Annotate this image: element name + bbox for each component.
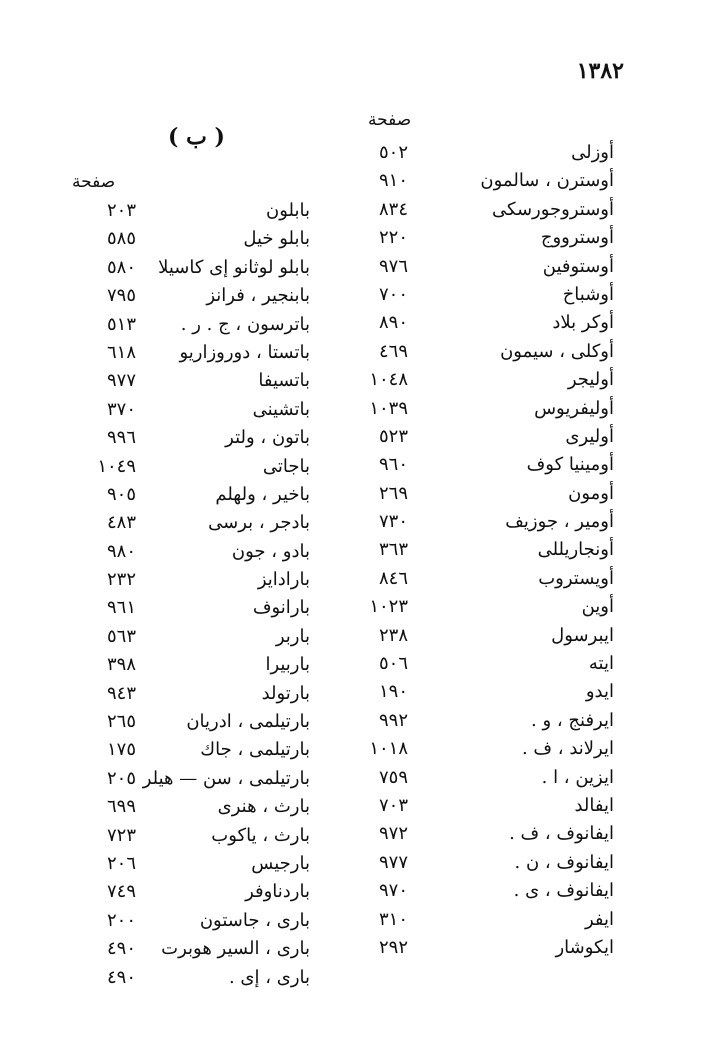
entry-page-number: ٧٠٠ — [378, 283, 408, 305]
index-entry — [370, 622, 614, 650]
index-entry — [70, 765, 310, 793]
index-entry — [70, 311, 310, 339]
entry-page-number: ٣٧٠ — [106, 398, 136, 420]
entry-name: بارتيلمى ، سن — هيلر — [142, 767, 310, 789]
index-entry — [70, 424, 310, 452]
entry-name: باتسيفا — [258, 370, 310, 392]
index-entry — [70, 907, 310, 935]
index-entry — [370, 565, 614, 593]
entry-name: ايته — [588, 653, 614, 675]
entry-page-number: ٥٨٠ — [106, 256, 136, 278]
entry-page-number: ٧٥٩ — [378, 766, 408, 788]
entry-name: ايرفنج ، و . — [531, 709, 614, 731]
index-entry — [70, 594, 310, 622]
index-entry — [70, 623, 310, 651]
entry-name: ايزين ، ا . — [541, 766, 614, 788]
index-entry — [70, 197, 310, 225]
entry-page-number: ٢٦٩ — [378, 482, 408, 504]
right-column-page-header: صفحة — [368, 110, 412, 130]
index-entry — [370, 196, 614, 224]
index-entry — [370, 253, 614, 281]
index-entry — [70, 651, 310, 679]
entry-page-number: ٩٧٦ — [378, 255, 408, 277]
entry-page-number: ٨٩٠ — [378, 312, 408, 334]
index-entry — [370, 707, 614, 735]
entry-page-number: ٩١٠ — [378, 170, 408, 192]
entry-page-number: ٩٩٦ — [106, 427, 136, 449]
entry-name: أوستوفين — [542, 255, 614, 277]
entry-page-number: ٢٦٥ — [106, 711, 136, 733]
entry-name: ايفالد — [574, 794, 614, 816]
entry-name: ايفانوف ، ن . — [514, 851, 614, 873]
index-entry — [70, 396, 310, 424]
entry-page-number: ٨٤٦ — [378, 567, 408, 589]
entry-page-number: ٤٩٠ — [106, 938, 136, 960]
entry-name: بابلون — [266, 200, 310, 221]
entry-name: بارجيس — [251, 852, 310, 874]
index-entry — [370, 906, 614, 934]
index-entry — [70, 481, 310, 509]
entry-page-number: ١٠٤٨ — [369, 369, 408, 391]
entry-page-number: ٩٧٧ — [378, 851, 408, 873]
index-entry — [70, 254, 310, 282]
entry-name: بارى ، السير هوبرت — [161, 938, 310, 960]
entry-page-number: ٨٣٤ — [378, 198, 408, 220]
index-entry — [370, 281, 614, 309]
index-entry — [70, 367, 310, 395]
entry-page-number: ٧٣٠ — [378, 511, 408, 533]
entry-name: أومون — [568, 482, 614, 504]
index-entry — [370, 735, 614, 763]
entry-page-number: ٩٠٥ — [106, 483, 136, 505]
index-entry — [370, 167, 614, 195]
entry-name: باردناوفر — [245, 881, 310, 903]
entry-page-number: ٧٩٥ — [106, 285, 136, 307]
entry-name: باتون ، ولتر — [225, 427, 310, 449]
entry-name: أومينيا كوف — [526, 454, 614, 476]
index-entry — [70, 566, 310, 594]
index-entry — [370, 650, 614, 678]
index-entry — [370, 593, 614, 621]
index-entry — [70, 453, 310, 481]
index-entry — [370, 423, 614, 451]
entry-page-number: ٥٨٥ — [106, 228, 136, 250]
index-entry — [370, 849, 614, 877]
entry-page-number: ٤٨٣ — [106, 512, 136, 534]
entry-page-number: ٧٠٣ — [378, 794, 408, 816]
entry-name: أوكلى ، سيمون — [500, 340, 614, 362]
entry-name: باربيرا — [265, 654, 310, 676]
right-index-column — [370, 139, 614, 962]
entry-name: باجاتى — [262, 455, 310, 477]
entry-page-number: ٩٧٧ — [106, 370, 136, 392]
index-entry — [70, 225, 310, 253]
entry-page-number: ٢٣٨ — [378, 624, 408, 646]
entry-page-number: ٢٠٠ — [106, 909, 136, 931]
entry-page-number: ١٧٥ — [106, 739, 136, 761]
entry-name: أومير ، جوزيف — [505, 511, 614, 533]
index-entry — [370, 480, 614, 508]
entry-page-number: ٩٤٣ — [106, 682, 136, 704]
entry-name: بابلو خيل — [243, 228, 310, 250]
entry-name: بادو ، جون — [231, 540, 310, 562]
entry-page-number: ٢٩٢ — [378, 936, 408, 958]
entry-page-number: ٢٢٠ — [378, 227, 408, 249]
entry-name: أونجاريللى — [537, 539, 614, 561]
entry-name: بارث ، ياكوب — [211, 824, 310, 846]
index-entry — [70, 793, 310, 821]
entry-name: بارى ، جاستون — [199, 909, 310, 931]
entry-page-number: ١٠١٨ — [369, 738, 408, 760]
entry-page-number: ٥٢٣ — [378, 425, 408, 447]
entry-page-number: ٥٠٦ — [378, 653, 408, 675]
entry-page-number: ٩٨٠ — [106, 540, 136, 562]
entry-page-number: ٢٠٦ — [106, 852, 136, 874]
entry-page-number: ١٠٣٩ — [369, 397, 408, 419]
index-entry — [370, 678, 614, 706]
page-number: ١٣٨٢ — [576, 58, 624, 84]
index-entry — [70, 538, 310, 566]
index-entry — [370, 309, 614, 337]
index-entry — [70, 708, 310, 736]
entry-name: بابلو لوثانو إى كاسيلا — [158, 256, 310, 278]
entry-name: بارث ، هنرى — [217, 796, 310, 818]
index-entry — [370, 792, 614, 820]
left-index-column — [70, 197, 310, 992]
index-entry — [370, 338, 614, 366]
entry-page-number: ٤٩٠ — [106, 966, 136, 988]
entry-page-number: ٩٦١ — [106, 597, 136, 619]
entry-page-number: ٥٠٢ — [378, 142, 408, 163]
entry-name: بارانوف — [252, 597, 310, 619]
entry-name: بادجر ، برسى — [208, 512, 310, 534]
entry-page-number: ٩٧٢ — [378, 823, 408, 845]
entry-name: أوليفريوس — [534, 397, 614, 419]
index-entry — [370, 395, 614, 423]
index-entry — [370, 366, 614, 394]
entry-name: ايفانوف ، ف . — [509, 823, 614, 845]
index-entry — [70, 339, 310, 367]
index-entry — [70, 282, 310, 310]
index-entry — [70, 509, 310, 537]
entry-name: ايرلاند ، ف . — [521, 738, 614, 760]
entry-page-number: ٢٠٣ — [106, 200, 136, 221]
entry-page-number: ٥٦٣ — [106, 625, 136, 647]
entry-name: باتستا ، دوروزاريو — [179, 341, 310, 363]
entry-name: ايبرسول — [551, 624, 614, 646]
entry-name: أوين — [581, 596, 614, 618]
entry-name: بارى ، إى . — [228, 966, 310, 988]
entry-name: ايفر — [584, 908, 614, 930]
entry-page-number: ٣٩٨ — [106, 654, 136, 676]
index-entry — [370, 877, 614, 905]
entry-page-number: ١٠٤٩ — [97, 455, 136, 477]
index-entry — [70, 822, 310, 850]
entry-name: أوستروجورسكى — [492, 198, 614, 220]
entry-name: أوزلى — [571, 142, 614, 163]
entry-page-number: ١٩٠ — [378, 681, 408, 703]
entry-page-number: ٣٦٣ — [378, 539, 408, 561]
entry-name: بارتيلمى ، جاك — [200, 739, 310, 761]
index-entry — [370, 451, 614, 479]
entry-name: ايكوشار — [555, 936, 614, 958]
entry-name: أوكر بلاد — [552, 312, 614, 334]
entry-name: أوليرى — [565, 425, 614, 447]
entry-name: بارتيلمى ، ادريان — [186, 711, 310, 733]
index-entry — [70, 964, 310, 992]
entry-page-number: ٢٣٢ — [106, 569, 136, 591]
index-entry — [70, 878, 310, 906]
entry-page-number: ٧٤٩ — [106, 881, 136, 903]
entry-name: أوسترووج — [540, 227, 614, 249]
left-column-page-header: صفحة — [72, 172, 116, 192]
entry-name: أوسترن ، سالمون — [480, 170, 614, 192]
entry-name: أويستروب — [538, 567, 614, 589]
index-entry — [370, 224, 614, 252]
entry-name: باترسون ، ج . ر . — [180, 313, 310, 335]
entry-page-number: ٣١٠ — [378, 908, 408, 930]
entry-name: ايدو — [585, 681, 614, 703]
entry-name: ايفانوف ، ى . — [513, 880, 614, 902]
entry-name: باخير ، ولهلم — [215, 483, 310, 505]
entry-page-number: ٩٧٠ — [378, 880, 408, 902]
index-entry — [370, 934, 614, 962]
entry-page-number: ٩٩٢ — [378, 709, 408, 731]
entry-page-number: ١٠٢٣ — [369, 596, 408, 618]
entry-name: بابنجير ، فرانز — [206, 285, 310, 307]
index-entry — [370, 536, 614, 564]
entry-page-number: ٢٠٥ — [106, 767, 136, 789]
entry-name: باربر — [275, 625, 310, 647]
index-entry — [70, 850, 310, 878]
entry-name: أوليجر — [567, 369, 614, 391]
entry-name: أوشباخ — [562, 283, 614, 305]
entry-page-number: ٦١٨ — [106, 341, 136, 363]
entry-page-number: ٦٩٩ — [106, 796, 136, 818]
index-entry — [70, 736, 310, 764]
section-letter-heading: ( ب ) — [168, 124, 225, 150]
index-entry — [370, 508, 614, 536]
entry-name: بارتولد — [261, 682, 310, 704]
index-entry — [70, 935, 310, 963]
index-entry — [370, 764, 614, 792]
index-entry — [370, 820, 614, 848]
entry-name: باتشينى — [252, 398, 310, 420]
entry-page-number: ٤٦٩ — [378, 340, 408, 362]
entry-page-number: ٩٦٠ — [378, 454, 408, 476]
entry-page-number: ٧٢٣ — [106, 824, 136, 846]
index-entry — [370, 139, 614, 167]
entry-name: بارادايز — [257, 569, 310, 591]
entry-page-number: ٥١٣ — [106, 313, 136, 335]
index-entry — [70, 680, 310, 708]
